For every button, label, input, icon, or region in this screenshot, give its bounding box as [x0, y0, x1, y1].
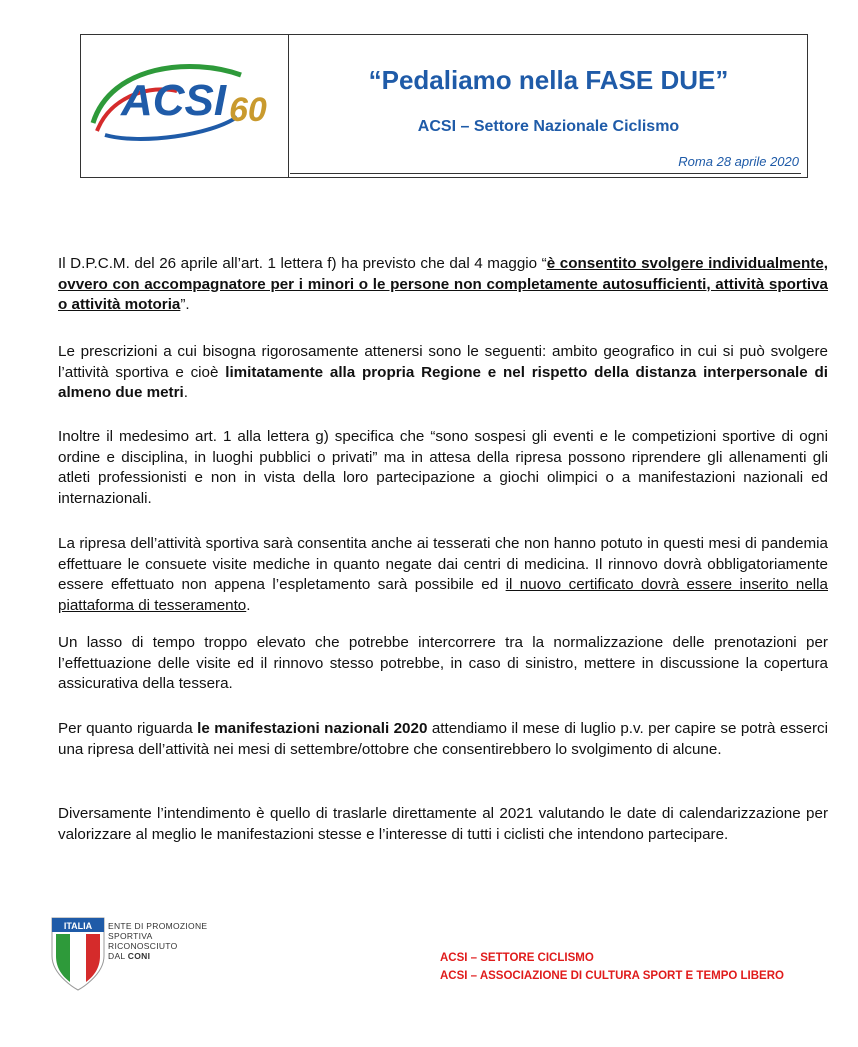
p4-underlined: il nuovo certificato dovrà essere inserito nella piattaforma di tesseramento: [58, 576, 828, 614]
logo-cell: [81, 35, 289, 177]
p2-end: .: [183, 384, 188, 401]
p6-text: Per quanto riguarda: [58, 720, 198, 737]
p1-text: Il D.P.C.M. del 26 aprile all’art. 1 lettera f) ha previsto che dal 4 maggio “: [58, 255, 547, 272]
shield-label: ITALIA: [63, 921, 93, 931]
title-cell: [290, 35, 807, 177]
p1-end: ”.: [180, 296, 190, 313]
p4-text: La ripresa dell’attività sportiva sarà consentita anche ai tesserati che non hanno potuto in questi mesi di pandemia effettuare le consuete visite mediche in quanto negate dai centri di medicina. Il rinnovo dovrà obbligatoriamente essere effettuato non appena l’espletamento sarà possibile ed: [58, 535, 828, 593]
paragraph-2: [58, 342, 828, 404]
date-rule: [290, 173, 801, 174]
paragraph-5: Un lasso di tempo troppo elevato che potrebbe intercorrere tra la normalizzazione delle prenotazioni per l’effettuazione delle visite ed il rinnovo stesso potrebbe, in caso di sinistro, mettere in discussione la copertura assicurativa della tessera.: [58, 634, 828, 692]
document-subtitle: ACSI – Settore Nazionale Ciclismo: [417, 118, 680, 135]
header-box: [80, 34, 808, 178]
document-title: “Pedaliamo nella FASE DUE”: [368, 65, 729, 95]
paragraph-4: [58, 534, 828, 616]
p1-bold-underlined: è consentito svolgere individualmente, ovvero con accompagnatore per i minori o le persone non completamente autosufficienti, attività sportiva o attività motoria: [58, 255, 828, 313]
paragraph-6: [58, 719, 828, 760]
document-date: Roma 28 aprile 2020: [678, 154, 799, 169]
acsi-logo: [81, 35, 287, 175]
logo-acsi-text: ACSI: [121, 76, 227, 125]
ente-dal: DAL: [108, 951, 128, 961]
p2-bold: limitatamente alla propria Regione e nel rispetto della distanza interpersonale di almeno due metri: [58, 363, 828, 401]
ente-line-1: ENTE DI PROMOZIONE: [108, 921, 208, 931]
ente-line-4: [108, 951, 207, 961]
p6-bold: le manifestazioni nazionali 2020: [197, 720, 428, 737]
footer-line-1: ACSI – SETTORE CICLISMO: [440, 952, 594, 964]
p2-text: Le prescrizioni a cui bisogna rigorosamente attenersi sono le seguenti: ambito geografico in cui si può svolgere l’attività sportiva e cioè: [58, 343, 828, 381]
ente-promozione-text: [108, 921, 207, 961]
italia-shield-icon: [48, 916, 108, 992]
paragraph-1: [58, 254, 828, 316]
paragraph-3: Inoltre il medesimo art. 1 alla lettera g) specifica che “sono sospesi gli eventi e le competizioni sportive di ogni ordine e disciplina, in luoghi pubblici o privati” ma in attesa della ripresa possono riprendere gli allenamenti gli atleti professionisti e non in vista della loro partecipazione a giochi olimpici o a manifestazioni nazionali ed internazionali.: [58, 428, 828, 507]
logo-sixty-text: 60: [229, 91, 267, 129]
ente-line-2: SPORTIVA: [108, 931, 153, 941]
ente-line-3: RICONOSCIUTO: [108, 941, 178, 951]
paragraph-7: Diversamente l’intendimento è quello di traslarle direttamente al 2021 valutando le date di calendarizzazione per valorizzare al meglio le manifestazioni stesse e l’interesse di tutti i ciclisti che intendono partecipare.: [58, 805, 828, 843]
ente-coni: CONI: [127, 951, 151, 961]
p4-end: .: [246, 596, 251, 614]
footer-line-2: ACSI – ASSOCIAZIONE DI CULTURA SPORT E TEMPO LIBERO: [440, 970, 784, 982]
p6-end: attendiamo il mese di luglio p.v. per capire se potrà esserci una ripresa dell’attività nei mesi di settembre/ottobre che consentirebbero lo svolgimento di alcune.: [58, 720, 828, 758]
